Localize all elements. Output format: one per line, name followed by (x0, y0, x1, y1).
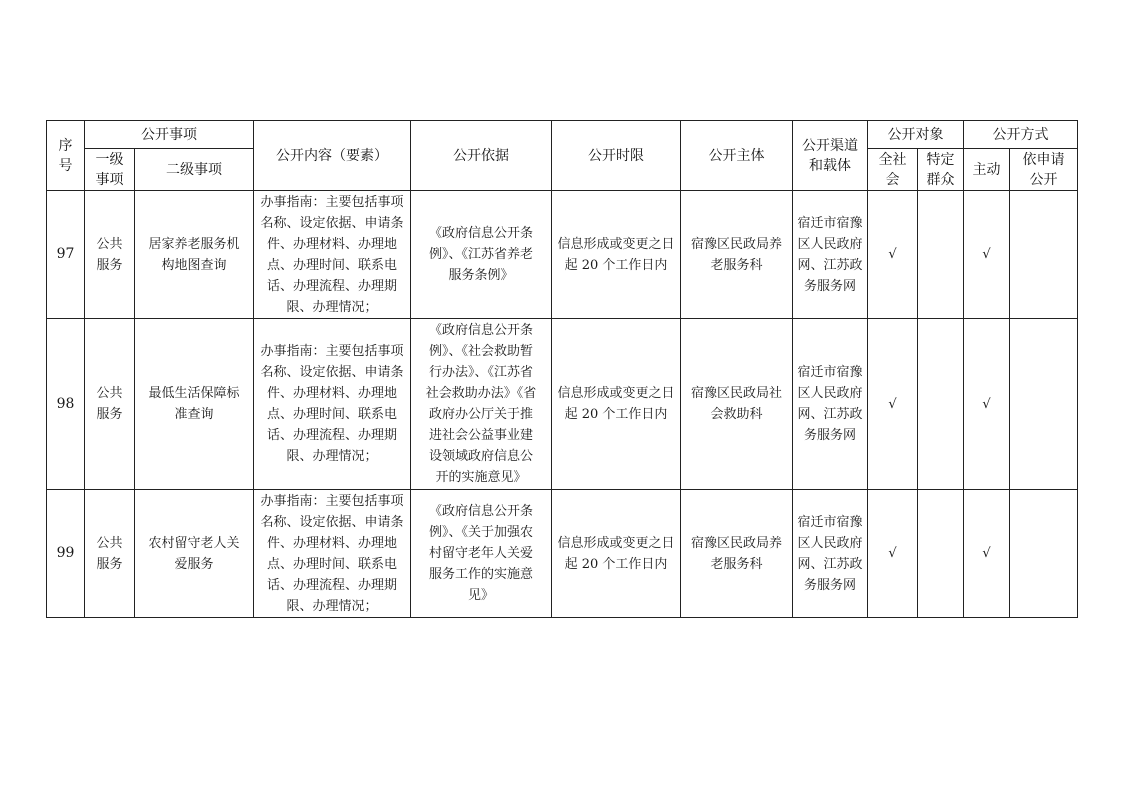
header-item-group: 公开事项 (85, 121, 254, 149)
row-basis: 《政府信息公开条例》、《江苏省养老服务条例》 (411, 191, 552, 319)
row-content: 办事指南：主要包括事项名称、设定依据、申请条件、办理材料、办理地点、办理时间、联系电话、办理流程、办理期限、办理情况； (254, 490, 411, 618)
table-row (47, 490, 1078, 618)
row-subject: 宿豫区民政局社会救助科 (681, 319, 793, 490)
table-row (47, 191, 1078, 319)
header-time-limit: 公开时限 (552, 121, 681, 191)
row-level1: 公共服务 (85, 191, 135, 319)
table-body (47, 191, 1078, 618)
row-level2: 农村留守老人关爱服务 (135, 490, 254, 618)
row-channel: 宿迁市宿豫区人民政府网、江苏政务服务网 (793, 490, 868, 618)
header-mode-group: 公开方式 (964, 121, 1078, 149)
header-level1: 一级事项 (85, 149, 135, 191)
row-audience-specific (918, 191, 964, 319)
header-audience-specific: 特定群众 (918, 149, 964, 191)
row-level1: 公共服务 (85, 490, 135, 618)
row-level1: 公共服务 (85, 319, 135, 490)
header-seq: 序号 (47, 121, 85, 191)
row-mode-active-check: √ (964, 490, 1010, 618)
row-mode-active-check: √ (964, 191, 1010, 319)
header-audience-group: 公开对象 (868, 121, 964, 149)
row-content: 办事指南：主要包括事项名称、设定依据、申请条件、办理材料、办理地点、办理时间、联系电话、办理流程、办理期限、办理情况； (254, 191, 411, 319)
header-basis: 公开依据 (411, 121, 552, 191)
row-time-limit: 信息形成或变更之日起 20 个工作日内 (552, 191, 681, 319)
header-row-1 (47, 121, 1078, 149)
header-mode-request: 依申请公开 (1010, 149, 1078, 191)
row-mode-active-check: √ (964, 319, 1010, 490)
row-time-limit: 信息形成或变更之日起 20 个工作日内 (552, 319, 681, 490)
row-audience-all-check: √ (868, 490, 918, 618)
header-mode-active: 主动 (964, 149, 1010, 191)
header-channel: 公开渠道和载体 (793, 121, 868, 191)
disclosure-table (46, 120, 1078, 618)
row-seq: 99 (47, 490, 85, 618)
row-level2: 最低生活保障标准查询 (135, 319, 254, 490)
row-mode-request (1010, 191, 1078, 319)
row-mode-request (1010, 319, 1078, 490)
row-audience-all-check: √ (868, 191, 918, 319)
row-level2: 居家养老服务机构地图查询 (135, 191, 254, 319)
row-audience-all-check: √ (868, 319, 918, 490)
row-basis: 《政府信息公开条例》、《社会救助暂行办法》、《江苏省社会救助办法》《省政府办公厅关于推进社会公益事业建设领域政府信息公开的实施意见》 (411, 319, 552, 490)
row-content: 办事指南：主要包括事项名称、设定依据、申请条件、办理材料、办理地点、办理时间、联系电话、办理流程、办理期限、办理情况； (254, 319, 411, 490)
row-audience-specific (918, 319, 964, 490)
header-audience-all: 全社会 (868, 149, 918, 191)
row-mode-request (1010, 490, 1078, 618)
row-basis: 《政府信息公开条例》、《关于加强农村留守老年人关爱服务工作的实施意见》 (411, 490, 552, 618)
row-seq: 98 (47, 319, 85, 490)
header-level2: 二级事项 (135, 149, 254, 191)
row-channel: 宿迁市宿豫区人民政府网、江苏政务服务网 (793, 319, 868, 490)
table-header (47, 121, 1078, 191)
row-subject: 宿豫区民政局养老服务科 (681, 490, 793, 618)
header-subject: 公开主体 (681, 121, 793, 191)
row-audience-specific (918, 490, 964, 618)
row-seq: 97 (47, 191, 85, 319)
row-time-limit: 信息形成或变更之日起 20 个工作日内 (552, 490, 681, 618)
table-row (47, 319, 1078, 490)
row-subject: 宿豫区民政局养老服务科 (681, 191, 793, 319)
row-channel: 宿迁市宿豫区人民政府网、江苏政务服务网 (793, 191, 868, 319)
header-content: 公开内容（要素） (254, 121, 411, 191)
